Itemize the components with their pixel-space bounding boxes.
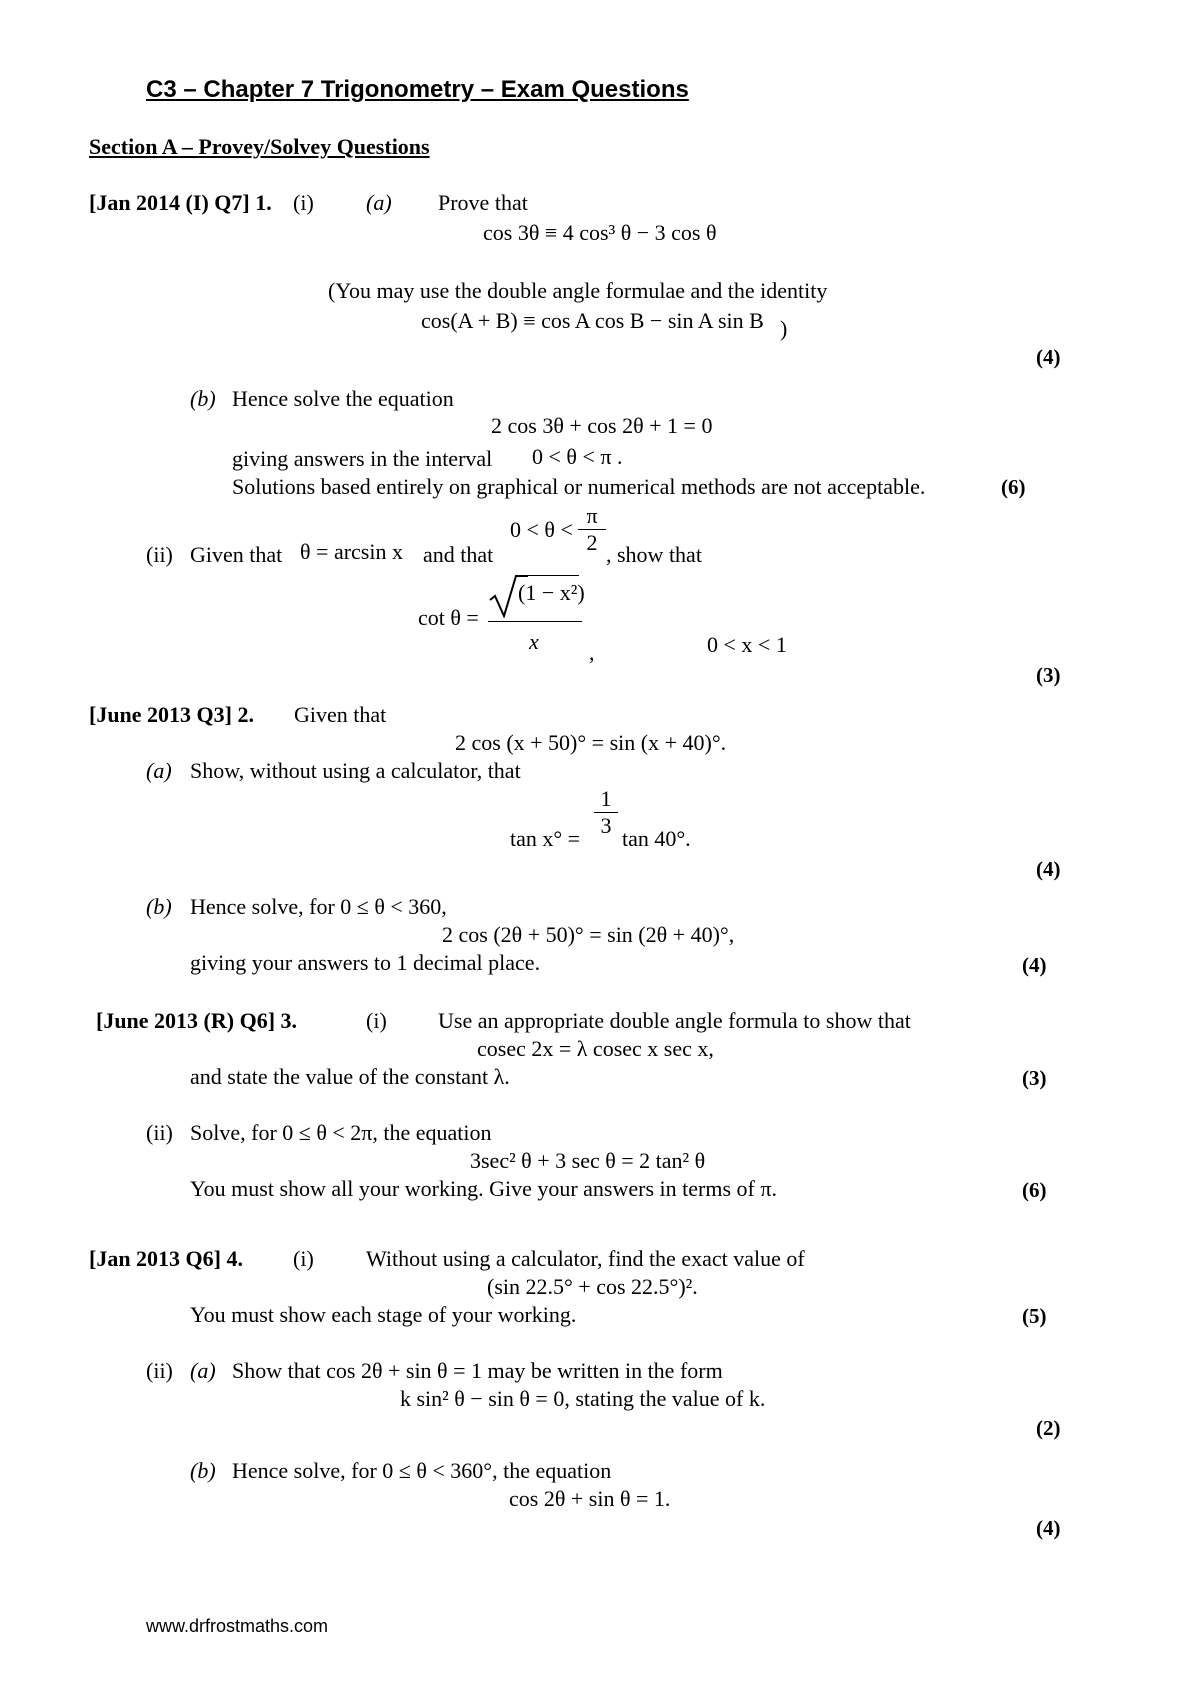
q3-state-text: and state the value of the constant λ. <box>190 1064 510 1089</box>
q1-interval: 0 < θ < π . <box>532 444 623 469</box>
q2-part-b: (b) <box>146 894 172 919</box>
q1-given-that: Given that <box>190 542 283 567</box>
q2-mark-b: (4) <box>1022 953 1047 977</box>
q1-range-den: 2 <box>586 530 598 555</box>
footer-url[interactable]: www.drfrostmaths.com <box>146 1616 329 1636</box>
q1-comma: , <box>589 640 595 665</box>
q1-prove-that: Prove that <box>438 190 528 215</box>
q2-hence-text: Hence solve, for 0 ≤ θ < 360, <box>190 894 447 919</box>
q2-tan-rhs: tan 40°. <box>622 826 691 851</box>
q1-solutions-note: Solutions based entirely on graphical or numerical methods are not acceptable. <box>232 474 926 499</box>
q2-given-that: Given that <box>294 702 387 727</box>
q1-part-a: (a) <box>366 190 392 215</box>
q1-range-num: π <box>586 503 598 528</box>
q1-cot-fraction-bar <box>488 621 582 622</box>
q1-hint-line2: cos(A + B) ≡ cos A cos B − sin A sin B <box>421 308 764 333</box>
q4-part-b: (b) <box>190 1458 216 1483</box>
section-heading: Section A – Provey/Solvey Questions <box>89 134 430 159</box>
q3-mark-ii: (6) <box>1022 1178 1047 1202</box>
q2-tan-lhs: tan x° = <box>510 826 581 851</box>
q4-text-i: Without using a calculator, find the exact value of <box>366 1246 805 1271</box>
q1-x-range: 0 < x < 1 <box>707 632 787 657</box>
q1-part-ii: (ii) <box>146 542 173 567</box>
q4-stage-text: You must show each stage of your working. <box>190 1302 577 1327</box>
q1-cot-denominator: x <box>529 629 539 654</box>
q3-solve-text: Solve, for 0 ≤ θ < 2π, the equation <box>190 1120 492 1145</box>
q1-equation-b: 2 cos 3θ + cos 2θ + 1 = 0 <box>491 413 713 438</box>
q1-show-that: , show that <box>606 542 702 567</box>
q2-equation-b: 2 cos (2θ + 50)° = sin (2θ + 40)°, <box>442 922 735 947</box>
q1-theta-def: θ = arcsin x <box>300 539 403 564</box>
q1-source: [Jan 2014 (I) Q7] 1. <box>89 190 272 215</box>
q4-mark-i: (5) <box>1022 1304 1047 1328</box>
q1-cot-numerator: (1 − x²) <box>518 580 585 605</box>
q4-mark-a: (2) <box>1036 1416 1061 1440</box>
q3-equation: 3sec² θ + 3 sec θ = 2 tan² θ <box>470 1148 706 1173</box>
q3-working-text: You must show all your working. Give your answers in terms of π. <box>190 1176 777 1201</box>
q3-mark-i: (3) <box>1022 1066 1047 1090</box>
q2-one-third <box>594 786 618 839</box>
q4-part-i: (i) <box>293 1246 314 1271</box>
q4-form-text: k sin² θ − sin θ = 0, stating the value of k. <box>400 1386 766 1411</box>
q4-solve-text: Hence solve, for 0 ≤ θ < 360°, the equation <box>232 1458 612 1483</box>
q2-decimal-text: giving your answers to 1 decimal place. <box>190 950 541 975</box>
q4-expression: (sin 22.5° + cos 22.5°)². <box>487 1274 698 1299</box>
q4-show-text: Show that cos 2θ + sin θ = 1 may be written in the form <box>232 1358 723 1383</box>
q1-part-b: (b) <box>190 386 216 411</box>
q1-part-i: (i) <box>293 190 314 215</box>
q2-mark-a: (4) <box>1036 857 1061 881</box>
q4-part-ii: (ii) <box>146 1358 173 1383</box>
q1-hint-line1: (You may use the double angle formulae and the identity <box>328 278 828 303</box>
q4-mark-b: (4) <box>1036 1516 1061 1540</box>
q1-mark-b: (6) <box>1001 475 1026 499</box>
q1-range-left: 0 < θ < <box>510 517 573 542</box>
q1-mark-ii: (3) <box>1036 663 1061 687</box>
q3-part-i: (i) <box>366 1008 387 1033</box>
q4-part-a: (a) <box>190 1358 216 1383</box>
q1-hence-solve: Hence solve the equation <box>232 386 454 411</box>
page-title: C3 – Chapter 7 Trigonometry – Exam Questions <box>146 76 689 103</box>
q3-identity: cosec 2x = λ cosec x sec x, <box>477 1036 714 1061</box>
q3-text-i: Use an appropriate double angle formula to show that <box>438 1008 911 1033</box>
q1-interval-text: giving answers in the interval <box>232 446 493 471</box>
q1-range-fraction <box>578 503 606 556</box>
q1-and-that: and that <box>423 542 494 567</box>
q2-source: [June 2013 Q3] 2. <box>89 702 254 727</box>
q1-hint-close: ) <box>780 316 788 341</box>
q2-frac-den: 3 <box>600 813 612 838</box>
q3-source: [June 2013 (R) Q6] 3. <box>96 1008 298 1033</box>
q2-equation: 2 cos (x + 50)° = sin (x + 40)°. <box>455 730 727 755</box>
sqrt-overbar <box>527 575 579 576</box>
q4-source: [Jan 2013 Q6] 4. <box>89 1246 243 1271</box>
q3-part-ii: (ii) <box>146 1120 173 1145</box>
q4-equation: cos 2θ + sin θ = 1. <box>509 1486 671 1511</box>
q2-show-text: Show, without using a calculator, that <box>190 758 521 783</box>
q1-identity: cos 3θ ≡ 4 cos³ θ − 3 cos θ <box>483 220 717 245</box>
q1-mark-a: (4) <box>1036 345 1061 369</box>
q2-frac-num: 1 <box>600 786 612 811</box>
q2-part-a: (a) <box>146 758 172 783</box>
q1-cot-lhs: cot θ = <box>418 605 479 630</box>
